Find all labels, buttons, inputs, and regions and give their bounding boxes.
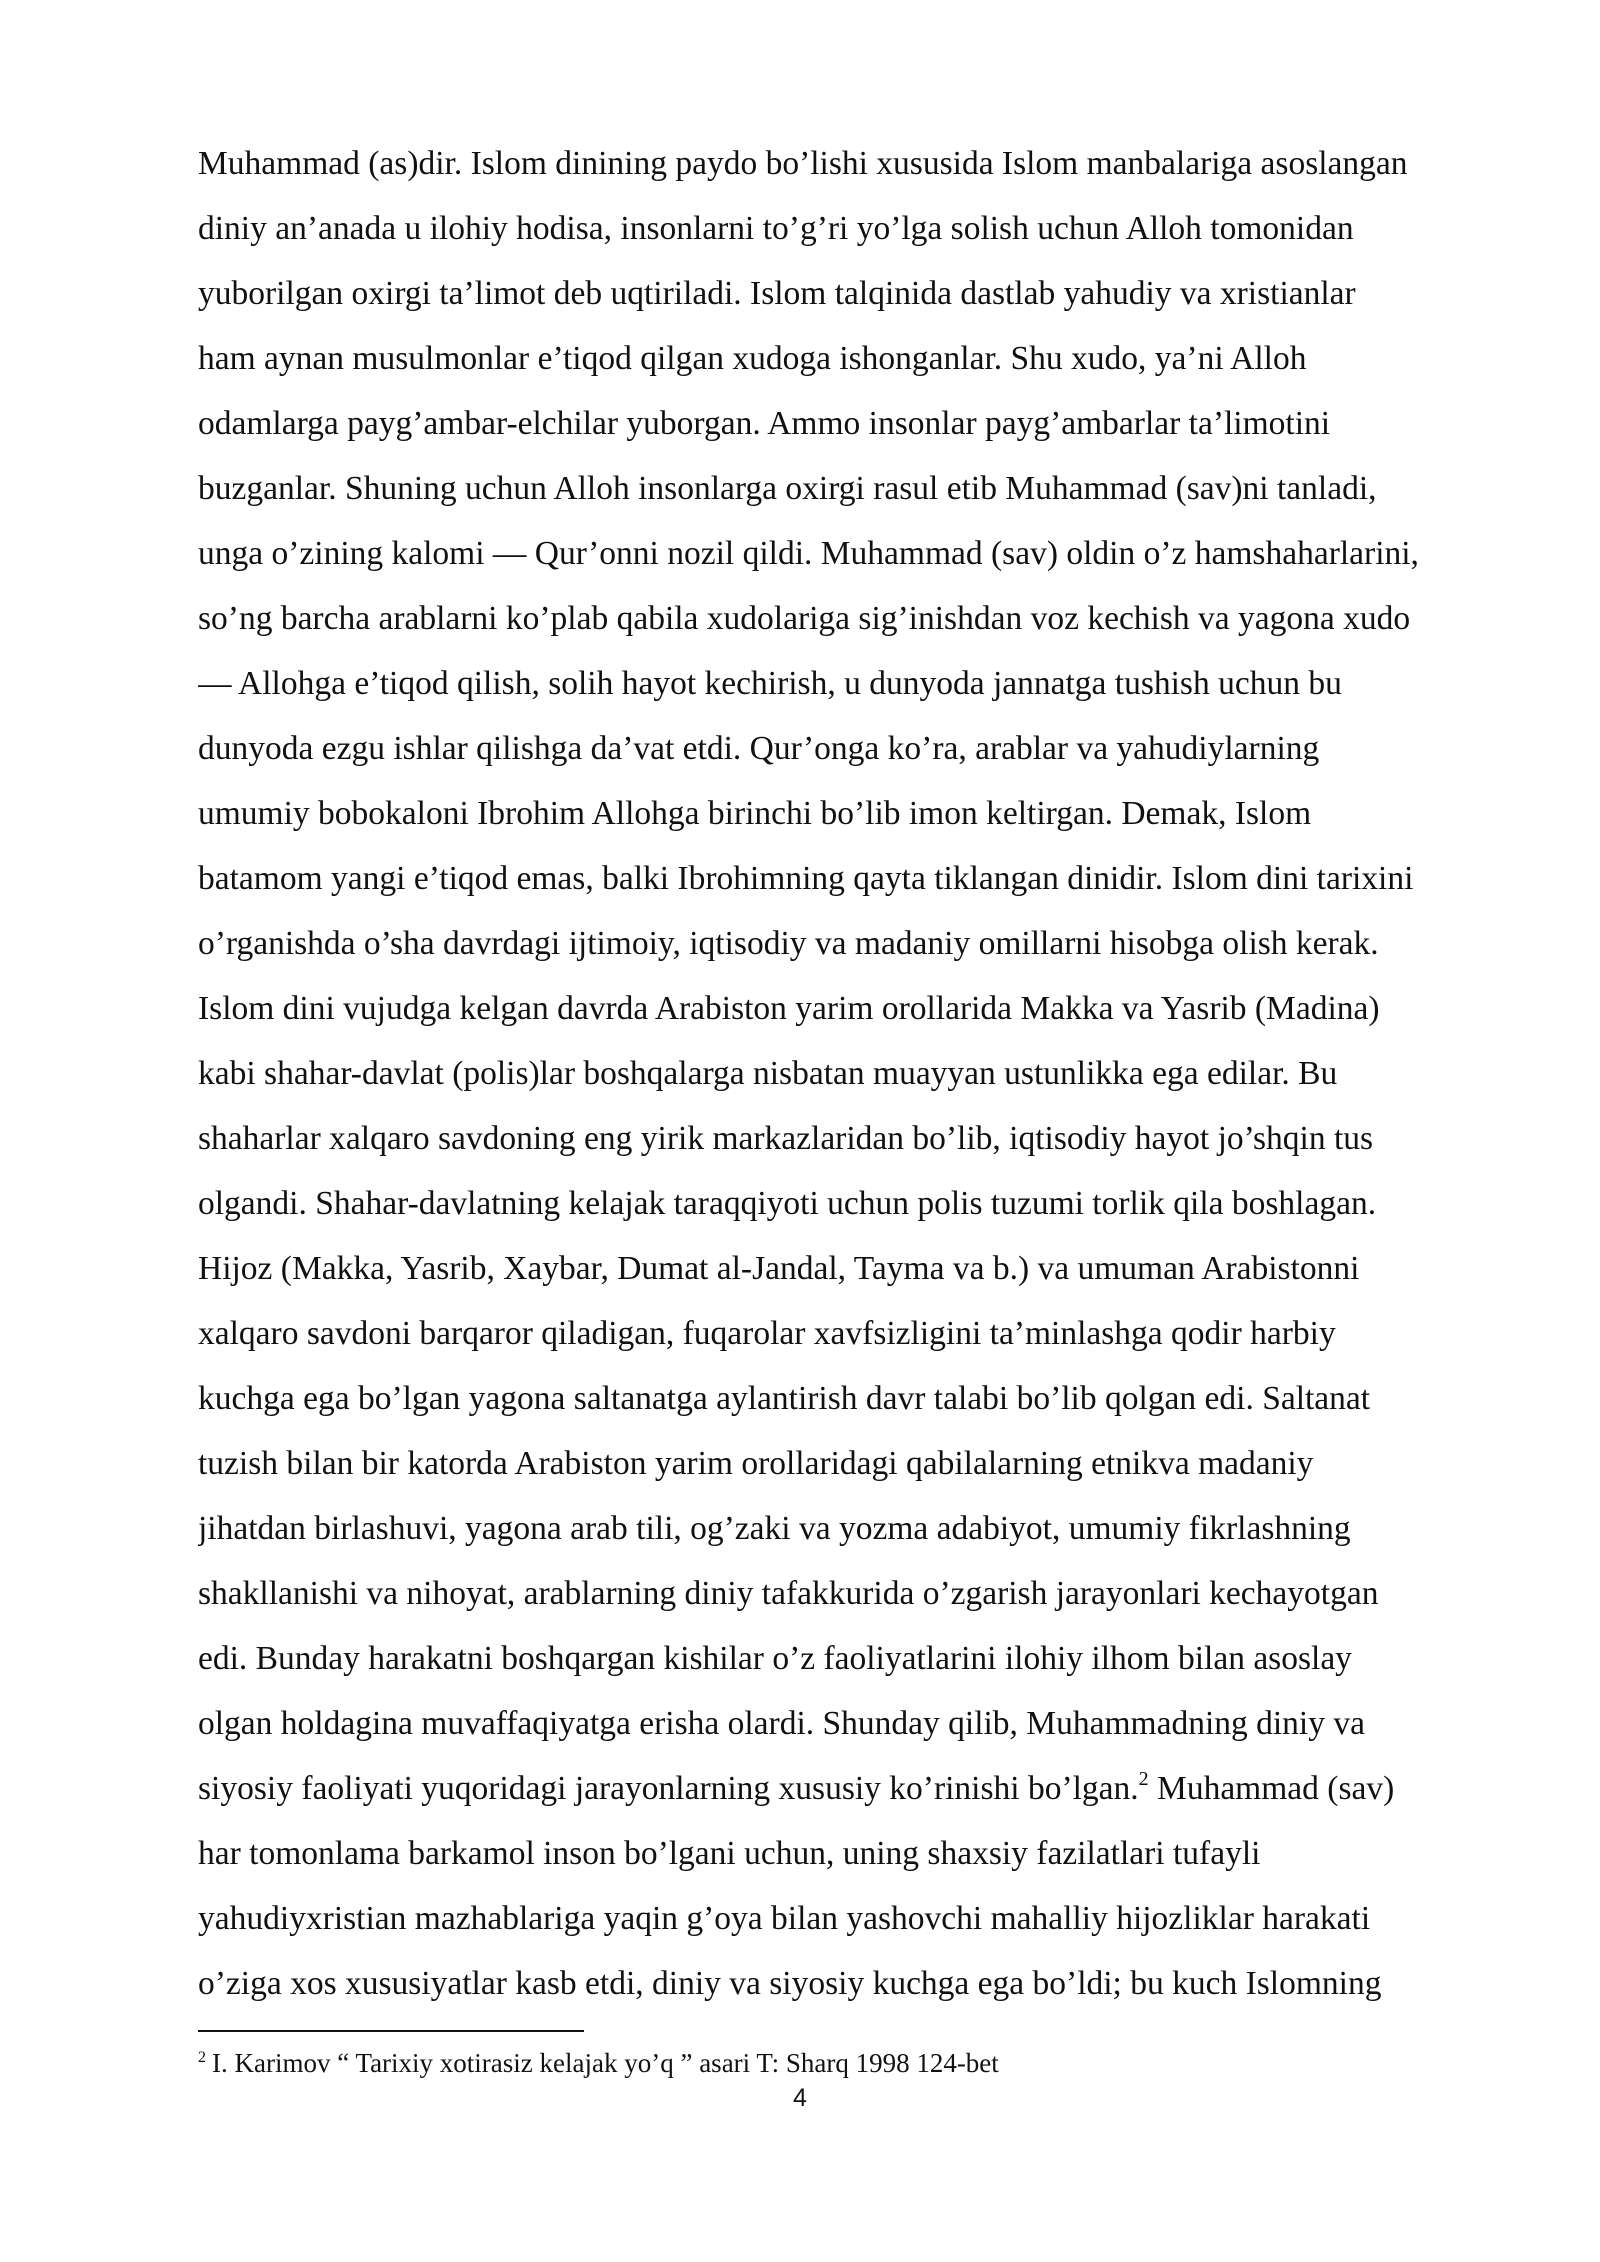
page-number: 4 [793, 2084, 807, 2112]
text-line: har tomonlama barkamol inson bo’lgani uchun, uning shaxsiy fazilatlari tufayli [198, 1835, 1261, 1872]
footnote-separator [198, 2030, 584, 2032]
text-line: shaharlar xalqaro savdoning eng yirik markazlaridan bo’lib, iqtisodiy hayot jo’shqin tus [198, 1120, 1374, 1157]
footnote-reference[interactable]: 2 [1138, 1768, 1149, 1790]
text-segment: siyosiy faoliyati yuqoridagi jarayonlarning xususiy ko’rinishi bo’lgan. [198, 1770, 1139, 1807]
text-line: xalqaro savdoni barqaror qiladigan, fuqarolar xavfsizligini ta’minlashga qodir harbiy [198, 1315, 1336, 1352]
text-line: o’rganishda o’sha davrdagi ijtimoiy, iqtisodiy va madaniy omillarni hisobga olish kerak. [198, 925, 1379, 962]
text-line: — Allohga e’tiqod qilish, solih hayot kechirish, u dunyoda jannatga tushish uchun bu [198, 665, 1342, 702]
text-line: tuzish bilan bir katorda Arabiston yarim orollaridagi qabilalarning etnikva madaniy [198, 1445, 1314, 1482]
footnote-text: I. Karimov “ Tarixiy xotirasiz kelajak yo’q ” asari T: Sharq 1998 124-bet [212, 2048, 999, 2078]
text-line: jihatdan birlashuvi, yagona arab tili, og’zaki va yozma adabiyot, umumiy fikrlashning [198, 1510, 1351, 1547]
text-line: Hijoz (Makka, Yasrib, Xaybar, Dumat al-Jandal, Tayma va b.) va umuman Arabistonni [198, 1250, 1360, 1287]
text-line: dunyoda ezgu ishlar qilishga da’vat etdi. Qur’onga ko’ra, arablar va yahudiylarning [198, 730, 1320, 767]
text-line: o’ziga xos xususiyatlar kasb etdi, diniy va siyosiy kuchga ega bo’ldi; bu kuch Islomning [198, 1965, 1382, 2002]
text-segment: Muhammad (sav) [1148, 1770, 1395, 1807]
text-line: so’ng barcha arablarni ko’plab qabila xudolariga sig’inishdan voz kechish va yagona xudo [198, 600, 1411, 637]
text-line: odamlarga payg’ambar-elchilar yuborgan. Ammo insonlar payg’ambarlar ta’limotini [198, 405, 1331, 442]
footnote-mark: 2 [198, 2049, 206, 2066]
text-line: Muhammad (as)dir. Islom dinining paydo bo’lishi xususida Islom manbalariga asoslangan [198, 145, 1408, 182]
text-line: umumiy bobokaloni Ibrohim Allohga birinchi bo’lib imon keltirgan. Demak, Islom [198, 795, 1312, 832]
text-line: unga o’zining kalomi — Qur’onni nozil qildi. Muhammad (sav) oldin o’z hamshaharlarini, [198, 535, 1419, 572]
text-line-with-footnote-ref [198, 1756, 1550, 1821]
text-line: batamom yangi e’tiqod emas, balki Ibrohimning qayta tiklangan dinidir. Islom dini tarixini [198, 860, 1414, 897]
text-line: olgan holdagina muvaffaqiyatga erisha olardi. Shunday qilib, Muhammadning diniy va [198, 1705, 1365, 1742]
text-line: kuchga ega bo’lgan yagona saltanatga aylantirish davr talabi bo’lib qolgan edi. Saltanat [198, 1380, 1371, 1417]
text-line: kabi shahar-davlat (polis)lar boshqalarga nisbatan muayyan ustunlikka ega edilar. Bu [198, 1055, 1338, 1092]
text-line: edi. Bunday harakatni boshqargan kishilar o’z faoliyatlarini ilohiy ilhom bilan asoslay [198, 1640, 1352, 1677]
text-line: yahudiyxristian mazhablariga yaqin g’oya bilan yashovchi mahalliy hijozliklar harakati [198, 1900, 1371, 1937]
footnote [198, 2046, 999, 2080]
text-line: olgandi. Shahar-davlatning kelajak taraqqiyoti uchun polis tuzumi torlik qila boshlagan. [198, 1185, 1377, 1222]
text-line: yuborilgan oxirgi ta’limot deb uqtiriladi. Islom talqinida dastlab yahudiy va xristianlar [198, 275, 1356, 312]
text-line: shakllanishi va nihoyat, arablarning diniy tafakkurida o’zgarish jarayonlari kechayotgan [198, 1575, 1379, 1612]
text-line: Islom dini vujudga kelgan davrda Arabiston yarim orollarida Makka va Yasrib (Madina) [198, 990, 1380, 1027]
text-line: ham aynan musulmonlar e’tiqod qilgan xudoga ishonganlar. Shu xudo, ya’ni Alloh [198, 340, 1307, 377]
body-paragraph [198, 131, 1550, 2016]
text-line: buzganlar. Shuning uchun Alloh insonlarga oxirgi rasul etib Muhammad (sav)ni tanladi, [198, 470, 1377, 507]
text-line: diniy an’anada u ilohiy hodisa, insonlarni to’g’ri yo’lga solish uchun Alloh tomonidan [198, 210, 1354, 247]
